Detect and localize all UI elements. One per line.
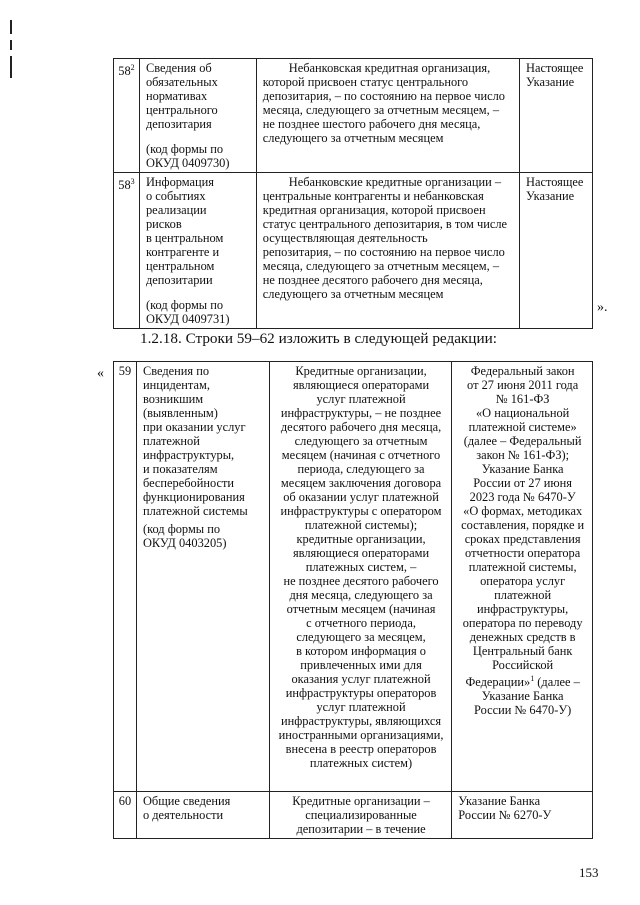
reporting-entities: Кредитные организации, являющиеся операторами услуг платежной инфраструктуры, – не позднее десятого рабочего дня месяца, следующего за отчетным месяцем (начиная с отчетного периода, следующего за месяцем заключения договора об оказании услуг платежной инфраструктуры с оператором платежной системы); кредитные организации, являющиеся операторами платежных систем, – не позднее десятого рабочего дня месяца, следующего за отчетным месяцем (начиная с отчетного периода, следующего за месяцем, в котором информация о привлеченных ими для оказания услуг платежной инфраструктуры операторов услуг платежной инфраструктуры, являющихся иностранными организациями, внесена в реестр операторов платежных систем) xyxy=(269,362,452,792)
form-code: (код формы по ОКУД 0403205) xyxy=(142,522,227,550)
legal-basis: Настоящее Указание xyxy=(520,173,593,329)
form-code: (код формы по ОКУД 0409730) xyxy=(145,142,230,170)
legal-basis: Федеральный закон от 27 июня 2011 года № 161-ФЗ «О национальной платежной системе» (далее – Федеральный закон № 161-ФЗ); Указание Банка России от 27 июня 2023 года № 6470-У «О формах, методиках составления, порядке и сроках представления отчетности оператора платежной системы, оператора услуг платежной инфраструктуры, оператора по переводу денежных средств в Центральный банк Российской Федерации»$^1$ (далее – Указание Банка России № 6470-У) xyxy=(452,362,593,792)
reporting-entities: Небанковская кредитная организация, которой присвоен статус центрального депозитария, – по состоянию на первое число месяца, следующего за отчетным месяцем, – не позднее шестого рабочего дня месяца, следующего за отчетным месяцем xyxy=(256,59,519,173)
form-code: (код формы по ОКУД 0409731) xyxy=(145,298,230,326)
row-number: 59 xyxy=(114,362,137,792)
section-heading: 1.2.18. Строки 59–62 изложить в следующей редакции: xyxy=(140,330,497,347)
report-name: Общие сведения о деятельности xyxy=(136,792,269,839)
legal-basis: Настоящее Указание xyxy=(520,59,593,173)
report-name: Сведения по инцидентам, возникшим (выявленным) при оказании услуг платежной инфраструктуры, и показателям бесперебойности функционирования платежной системы (код формы по ОКУД 0403205) xyxy=(136,362,269,792)
row-number: 60 xyxy=(114,792,137,839)
report-name: Информация о событиях реализации рисков в центральном контрагенте и центральном депозитарии (код формы по ОКУД 0409731) xyxy=(139,173,256,329)
legal-basis: Указание Банка России № 6270-У xyxy=(452,792,593,839)
reporting-entities: Небанковские кредитные организации – центральные контрагенты и небанковская кредитная организация, которой присвоен статус центрального депозитария, в том числе осуществляющая деятельность репозитария, – по состоянию на первое число месяца, следующего за отчетным месяцем, – не позднее десятого рабочего дня месяца, следующего за отчетным месяцем xyxy=(256,173,519,329)
reporting-entities: Кредитные организации – специализированные депозитарии – в течение xyxy=(269,792,452,839)
table-row xyxy=(114,362,593,792)
page-number: 153 xyxy=(579,865,599,880)
report-name: Сведения об обязательных нормативах центрального депозитария (код формы по ОКУД 0409730) xyxy=(139,59,256,173)
table-row xyxy=(114,173,593,329)
reporting-table-part-1 xyxy=(113,58,593,329)
margin-marks xyxy=(10,20,13,84)
row-number: $58^2$ xyxy=(114,59,140,173)
row-number: $58^3$ xyxy=(114,173,140,329)
opening-quote: « xyxy=(97,366,104,381)
reporting-table-part-2 xyxy=(113,361,593,839)
table-row xyxy=(114,59,593,173)
table-row xyxy=(114,792,593,839)
closing-quote: ». xyxy=(597,300,608,315)
